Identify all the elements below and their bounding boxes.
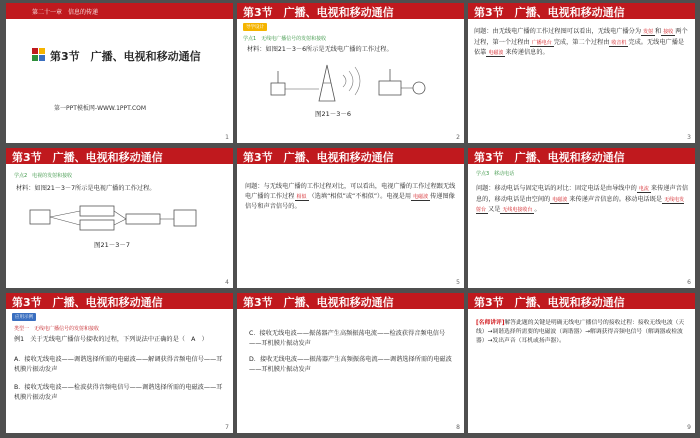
teacher-comment bbox=[476, 319, 688, 346]
slide-number: 4 bbox=[225, 279, 229, 286]
slide-3[interactable] bbox=[468, 3, 695, 143]
slide-number: 1 bbox=[225, 134, 229, 141]
slide-header: 第3节 广播、电视和移动通信 bbox=[474, 296, 625, 309]
section-tag: 导学设计 bbox=[243, 23, 267, 31]
slide-header: 第3节 广播、电视和移动通信 bbox=[243, 296, 394, 309]
option-c: C．接收无线电波——振荡器产生高频振荡电流——检波获得音频电信号——耳机膜片振动发声 bbox=[249, 330, 446, 347]
comment-text: 解答此题的关键是明确无线电广播信号的接收过程：接收无线电波（天线）→调谐选择所需要的电磁波（调谐器）→解调获得音频电信号（解调器或检波器）→发出声音（耳机或扬声器）。 bbox=[476, 320, 685, 344]
slide-number: 7 bbox=[225, 424, 229, 431]
question-text: 问题：由无线电广播的工作过程图可以看出，无线电广播分为 发射 和 接收 两个过程，第一个过程由 广播电台 完成，第二个过程由 收音机 完成。无线电广播是依靠 电磁波 来传递信息的。 bbox=[474, 28, 688, 56]
figure-caption: 图21－3－7 bbox=[94, 241, 131, 249]
tv-broadcast-diagram bbox=[26, 200, 216, 238]
question-text: 问题：移动电话与固定电话的对比：固定电话是由导线中的 电流 来传递声音信息的，移动电话是由空间的 电磁波 来传递声音信息的。移动电话既是 无线电发射台 又是 无线电接收台 。 bbox=[476, 185, 689, 213]
slide-6[interactable] bbox=[468, 148, 695, 288]
study-point: 类型一 无线电广播信号的发射和接收 bbox=[14, 326, 100, 332]
slide-1[interactable] bbox=[6, 3, 233, 143]
slide-header: 第3节 广播、电视和移动通信 bbox=[474, 151, 625, 164]
slide-2[interactable] bbox=[237, 3, 464, 143]
example-question: 例1 关于无线电广播信号接收的过程，下列说法中正确的是（ A ） bbox=[14, 336, 208, 343]
slide-8[interactable] bbox=[237, 293, 464, 433]
material-text: 材料：如图21－3－6所示是无线电广播的工作过程。 bbox=[247, 46, 393, 53]
slide-4[interactable] bbox=[6, 148, 233, 288]
slide-header: 第3节 广播、电视和移动通信 bbox=[243, 6, 394, 19]
slide-number: 3 bbox=[687, 134, 691, 141]
material-text: 材料：如图21－3－7所示是电视广播的工作过程。 bbox=[16, 185, 156, 192]
comment-tag: [名师讲评] bbox=[476, 320, 505, 326]
slide-7[interactable] bbox=[6, 293, 233, 433]
chapter-header: 第二十一章 信息的传递 bbox=[32, 9, 99, 16]
slide-header: 第3节 广播、电视和移动通信 bbox=[474, 6, 625, 19]
slide-number: 2 bbox=[456, 134, 460, 141]
slide-9[interactable] bbox=[468, 293, 695, 433]
slide-5[interactable] bbox=[237, 148, 464, 288]
slide-header: 第3节 广播、电视和移动通信 bbox=[12, 296, 163, 309]
slide-header: 第3节 广播、电视和移动通信 bbox=[243, 151, 394, 164]
slide-number: 9 bbox=[687, 424, 691, 431]
slide-number: 5 bbox=[456, 279, 460, 286]
question-text: 问题：与无线电广播的工作过程对比，可以看出，电视广播的工作过程跟无线电广播的工作过程 相似 （选填“相似”或“不相似”）。电视是用 电磁波 传递图像信号和声音信号的。 bbox=[245, 183, 456, 210]
study-point: 学点2 电视的发射和接收 bbox=[14, 173, 73, 179]
slide-footer: 第一PPT模板网-WWW.1PPT.COM bbox=[54, 105, 147, 112]
option-a: A．接收无线电波——调谐选择所需的电磁波——解调获得音频电信号——耳机膜片振动发声 bbox=[14, 356, 223, 373]
slide-title: 第3节 广播、电视和移动通信 bbox=[50, 50, 201, 63]
slide-header: 第3节 广播、电视和移动通信 bbox=[12, 151, 163, 164]
radio-broadcast-diagram bbox=[267, 61, 437, 103]
logo-squares bbox=[32, 48, 46, 62]
slide-number: 8 bbox=[456, 424, 460, 431]
option-b: B．接收无线电波——检波获得音频电信号——调谐选择所需的电磁波——耳机膜片振动发声 bbox=[14, 384, 223, 401]
study-point: 学点3 移动电话 bbox=[476, 171, 515, 177]
study-point: 学点1 无线电广播信号的发射和接收 bbox=[243, 36, 327, 42]
section-tag: 应用示例 bbox=[12, 313, 36, 321]
slide-number: 6 bbox=[687, 279, 691, 286]
figure-caption: 图21－3－6 bbox=[315, 110, 352, 118]
option-d: D．接收无线电波——振荡器产生高频振荡电流——调谐选择所需的电磁波——耳机膜片振动发声 bbox=[249, 356, 452, 373]
